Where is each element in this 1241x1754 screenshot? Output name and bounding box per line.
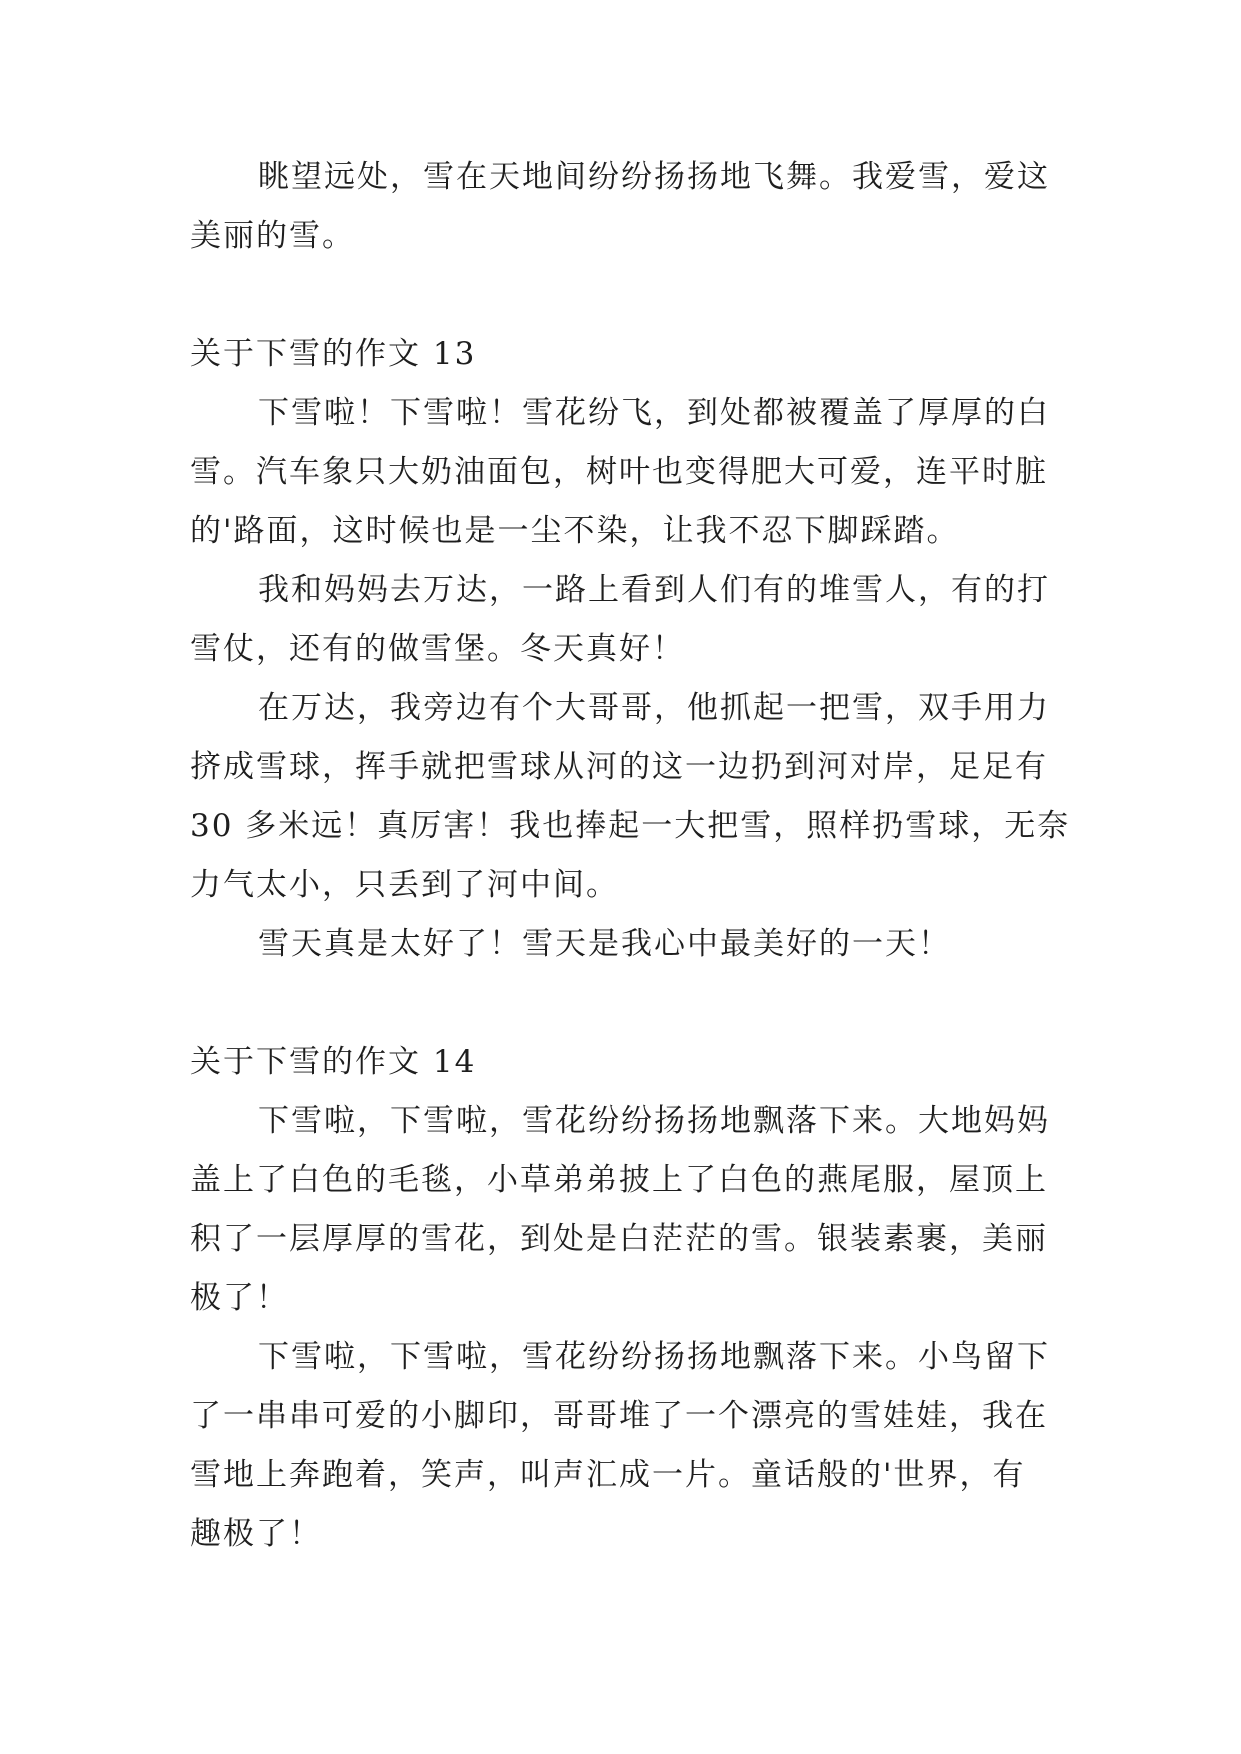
paragraph	[190, 1102, 1052, 1317]
essay-section-13	[190, 335, 1071, 963]
paragraph-line: 趣极了！	[190, 1516, 322, 1552]
paragraph-line: 力气太小，只丢到了河中间。	[190, 867, 619, 903]
paragraph-line: 我和妈妈去万达，一路上看到人们有的堆雪人，有的打	[258, 572, 1050, 608]
section-gap	[190, 984, 1052, 1043]
paragraph	[190, 571, 1052, 668]
paragraph-line: 挤成雪球，挥手就把雪球从河的这一边扔到河对岸，足足有	[190, 749, 1048, 785]
essay-section-12-end	[190, 158, 1052, 255]
paragraph-line: 雪仗，还有的做雪堡。冬天真好！	[190, 631, 685, 667]
paragraph	[190, 925, 1052, 963]
essay-heading: 关于下雪的作文 13	[190, 336, 477, 372]
paragraph-line: 在万达，我旁边有个大哥哥，他抓起一把雪，双手用力	[258, 690, 1050, 726]
paragraph-line: 美丽的雪。	[190, 218, 355, 254]
paragraph	[190, 1338, 1052, 1553]
paragraph	[190, 394, 1052, 550]
paragraph-line: 了一串串可爱的小脚印，哥哥堆了一个漂亮的雪娃娃，我在	[190, 1398, 1048, 1434]
paragraph-line: 雪天真是太好了！雪天是我心中最美好的一天！	[258, 926, 951, 962]
paragraph-line: 积了一层厚厚的雪花，到处是白茫茫的雪。银装素裹，美丽	[190, 1221, 1048, 1257]
paragraph-line: 下雪啦，下雪啦，雪花纷纷扬扬地飘落下来。小鸟留下	[258, 1339, 1050, 1375]
paragraph-line: 雪地上奔跑着，笑声，叫声汇成一片。童话般的'世界，有	[190, 1457, 1026, 1493]
paragraph-line: 下雪啦！下雪啦！雪花纷飞，到处都被覆盖了厚厚的白	[258, 395, 1050, 431]
essay-section-14	[190, 1043, 1052, 1553]
document-page	[190, 158, 1071, 1574]
paragraph-line: 30 多米远！真厉害！我也捧起一大把雪，照样扔雪球，无奈	[190, 808, 1071, 844]
paragraph-line: 极了！	[190, 1280, 289, 1316]
paragraph-line: 眺望远处，雪在天地间纷纷扬扬地飞舞。我爱雪，爱这	[258, 159, 1050, 195]
section-gap	[190, 276, 1052, 335]
paragraph-line: 下雪啦，下雪啦，雪花纷纷扬扬地飘落下来。大地妈妈	[258, 1103, 1050, 1139]
paragraph	[190, 689, 1071, 904]
paragraph-line: 盖上了白色的毛毯，小草弟弟披上了白色的燕尾服，屋顶上	[190, 1162, 1048, 1198]
essay-heading: 关于下雪的作文 14	[190, 1044, 477, 1080]
paragraph-line: 雪。汽车象只大奶油面包，树叶也变得肥大可爱，连平时脏	[190, 454, 1048, 490]
paragraph-line: 的'路面，这时候也是一尘不染，让我不忍下脚踩踏。	[190, 513, 960, 549]
